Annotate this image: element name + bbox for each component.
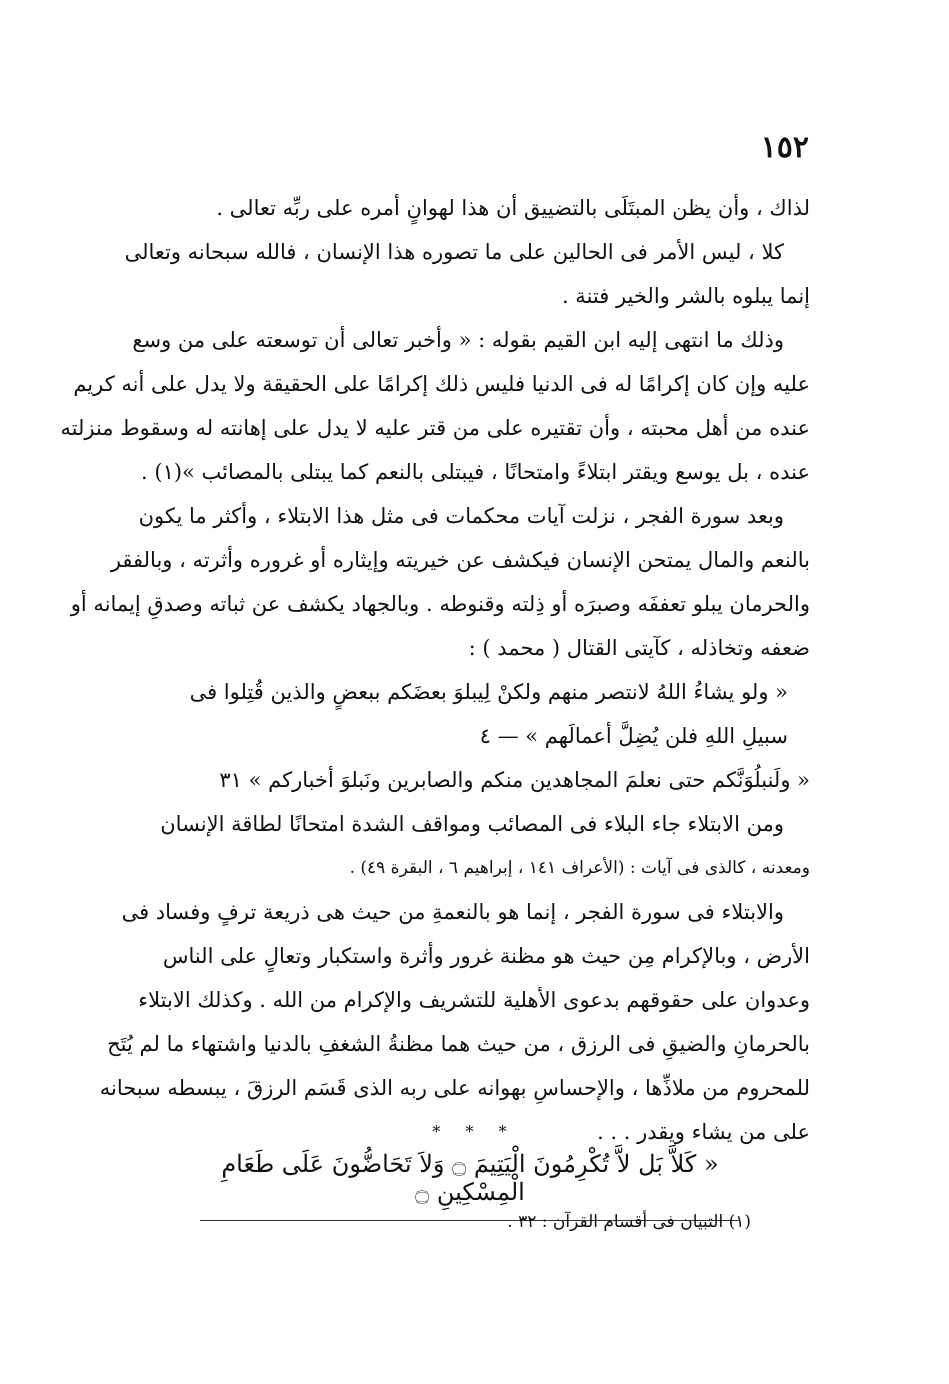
text-line: لذاك ، وأن يظن المبتَلَى بالتضييق أن هذا لهوانٍ أمره على ربِّه تعالى . — [216, 196, 810, 220]
text-line: ومعدنه ، كالذى فى آيات : (الأعراف ١٤١ ، إبراهيم ٦ ، البقرة ٤٩) . — [349, 858, 810, 878]
text-line: وبعد سورة الفجر ، نزلت آيات محكمات فى مثل هذا الابتلاء ، وأكثر ما يكون — [138, 504, 784, 528]
text-line: للمحروم من ملاذِّها ، والإحساسِ بهوانه على ربه الذى قَسَم الرزقَ ، يبسطه سبحانه — [99, 1076, 810, 1100]
quranic-quote-line: « ولَنبلُوَنَّكم حتى نعلمَ المجاهدين منكم والصابرين ونَبلوَ أخباركم » ٣١ — [219, 768, 810, 792]
text-line: وذلك ما انتهى إليه ابن القيم بقوله : « وأخبر تعالى أن توسعته على من وسع — [132, 328, 784, 352]
text-line: والحرمان يبلو تعففَه وصبرَه أو ذِلته وقنوطه . وبالجهاد يكشف عن ثباته وصدقِ إيمانه أو — [70, 592, 810, 616]
text-line: ضعفه وتخاذله ، كآيتى القتال ( محمد ) : — [468, 636, 810, 660]
text-line: على من يشاء ويقدر . . . — [597, 1120, 810, 1144]
page-number: ١٥٢ — [760, 130, 809, 165]
text-line: وعدوان على حقوقهم بدعوى الأهلية للتشريف والإكرام من الله . وكذلك الابتلاء — [138, 988, 810, 1012]
text-line: عنده ، بل يوسع ويقتر ابتلاءً وامتحانًا ، فيبتلى بالنعم كما يبتلى بالمصائب »(١) . — [141, 460, 810, 484]
text-line: كلا ، ليس الأمر فى الحالين على ما تصوره هذا الإنسان ، فالله سبحانه وتعالى — [124, 240, 784, 264]
text-line: والابتلاء فى سورة الفجر ، إنما هو بالنعمةِ من حيث هى ذريعة ترفٍ وفساد فى — [121, 900, 784, 924]
body-text — [60, 186, 810, 1154]
footnote: (١) التبيان فى أقسام القرآن : ٣٢ . — [507, 1212, 751, 1232]
text-line: بالنعم والمال يمتحن الإنسان فيكشف عن خيريته وإيثاره أو غروره وأثرته ، وبالفقر — [110, 548, 810, 572]
text-line: إنما يبلوه بالشر والخير فتنة . — [561, 284, 810, 308]
text-line: الأرض ، وبالإكرام مِن حيث هو مظنة غرور وأثرة واستكبار وتعالٍ على الناس — [162, 944, 810, 968]
section-separator: * * * — [432, 1122, 517, 1141]
text-line: ومن الابتلاء جاء البلاء فى المصائب ومواقف الشدة امتحانًا لطاقة الإنسان — [160, 812, 784, 836]
text-line: عنده من أهل محبته ، وأن تقتيره على من قتر عليه لا يدل على إهانته له وسقوط منزلته — [60, 416, 810, 440]
text-line: بالحرمانِ والضيقِ فى الرزق ، من حيث هما مظنةُ الشغفِ بالدنيا واشتهاء ما لم يُتَح — [107, 1032, 810, 1056]
quranic-quote-line: سبيلِ اللهِ فلن يُضِلَّ أعمالَهم » — ٤ — [479, 724, 788, 748]
quranic-quote-line: « ولو يشاءُ اللهُ لانتصر منهم ولكنْ لِيبلوَ بعضَكم ببعضٍ والذين قُتِلوا فى — [189, 680, 788, 704]
quranic-verse: « كَلاَّ بَل لاَّ تُكْرِمُونَ الْيَتِيمَ ۝ وَلاَ تَحَاضُّونَ عَلَى طَعَامِ الْمِسْكِينِ ۝ — [200, 1150, 740, 1221]
text-line: عليه وإن كان إكرامًا له فى الدنيا فليس ذلك إكرامًا على الحقيقة ولا يدل على أنه كريم — [73, 372, 810, 396]
